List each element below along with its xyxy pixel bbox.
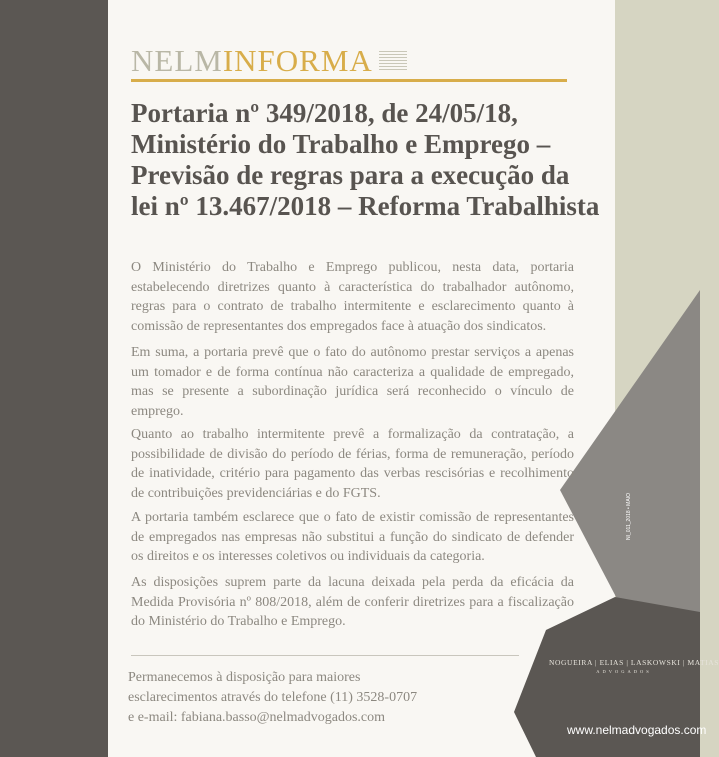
brand-logo — [131, 45, 407, 76]
paragraph-4: A portaria também esclarece que o fato de existir comissão de representantes de empregados nas empresas não substitui a função do sindicato de defender os direitos e os interesses coletivos ou individuais da categoria. — [131, 510, 574, 564]
contact-email[interactable]: e e-mail: fabiana.basso@nelmadvogados.com — [128, 710, 386, 725]
brand-informa: INFORMA — [222, 43, 373, 78]
firm-subtitle: ADVOGADOS — [596, 669, 652, 674]
contact-line-1: Permanecemos à disposição para maiores — [128, 670, 361, 685]
contact-block — [128, 668, 417, 728]
brand-divider — [131, 79, 567, 82]
left-dark-panel — [0, 0, 108, 757]
contact-divider — [131, 655, 519, 656]
firm-names: NOGUEIRA | ELIAS | LASKOWSKI | MATIAS — [549, 658, 719, 667]
contact-line-2: esclarecimentos através do telefone (11) 3528-0707 — [128, 690, 418, 705]
page-title: Portaria nº 349/2018, de 24/05/18, Ministério do Trabalho e Emprego – Previsão de regras para a execução da lei nº 13.467/2018 – Reforma Trabalhista — [131, 98, 600, 221]
firm-logo — [549, 658, 719, 674]
lines-icon — [379, 51, 407, 71]
paragraph-3: Quanto ao trabalho intermitente prevê a formalização da contratação, a possibilidade de divisão do período de férias, forma de remuneração, período de inatividade, critério para pagamento das verbas rescisórias e recolhimento de contribuições previdenciárias e do FGTS. — [131, 427, 574, 501]
website-link[interactable]: www.nelmadvogados.com — [567, 723, 707, 737]
edition-code: NI_011_2018 • MAIO — [626, 493, 632, 540]
brand-nelm: NELM — [131, 43, 223, 78]
paragraph-5: As disposições suprem parte da lacuna deixada pela perda da eficácia da Medida Provisória nº 808/2018, além de conferir diretrizes para a fiscalização do Ministério do Trabalho e Emprego. — [131, 575, 574, 629]
paragraph-2: Em suma, a portaria prevê que o fato do autônomo prestar serviços a apenas um tomador e de forma contínua não caracteriza a qualidade de empregado, mas se presente a subordinação jurídica será reconhecido o vínculo de emprego. — [131, 345, 574, 419]
paragraph-1: O Ministério do Trabalho e Emprego publicou, nesta data, portaria estabelecendo diretrizes quanto à característica do trabalhador autônomo, regras para o contrato de trabalho intermitente e esclarecimento quanto à comissão de representantes dos empregados face à atuação dos sindicatos. — [131, 260, 574, 334]
